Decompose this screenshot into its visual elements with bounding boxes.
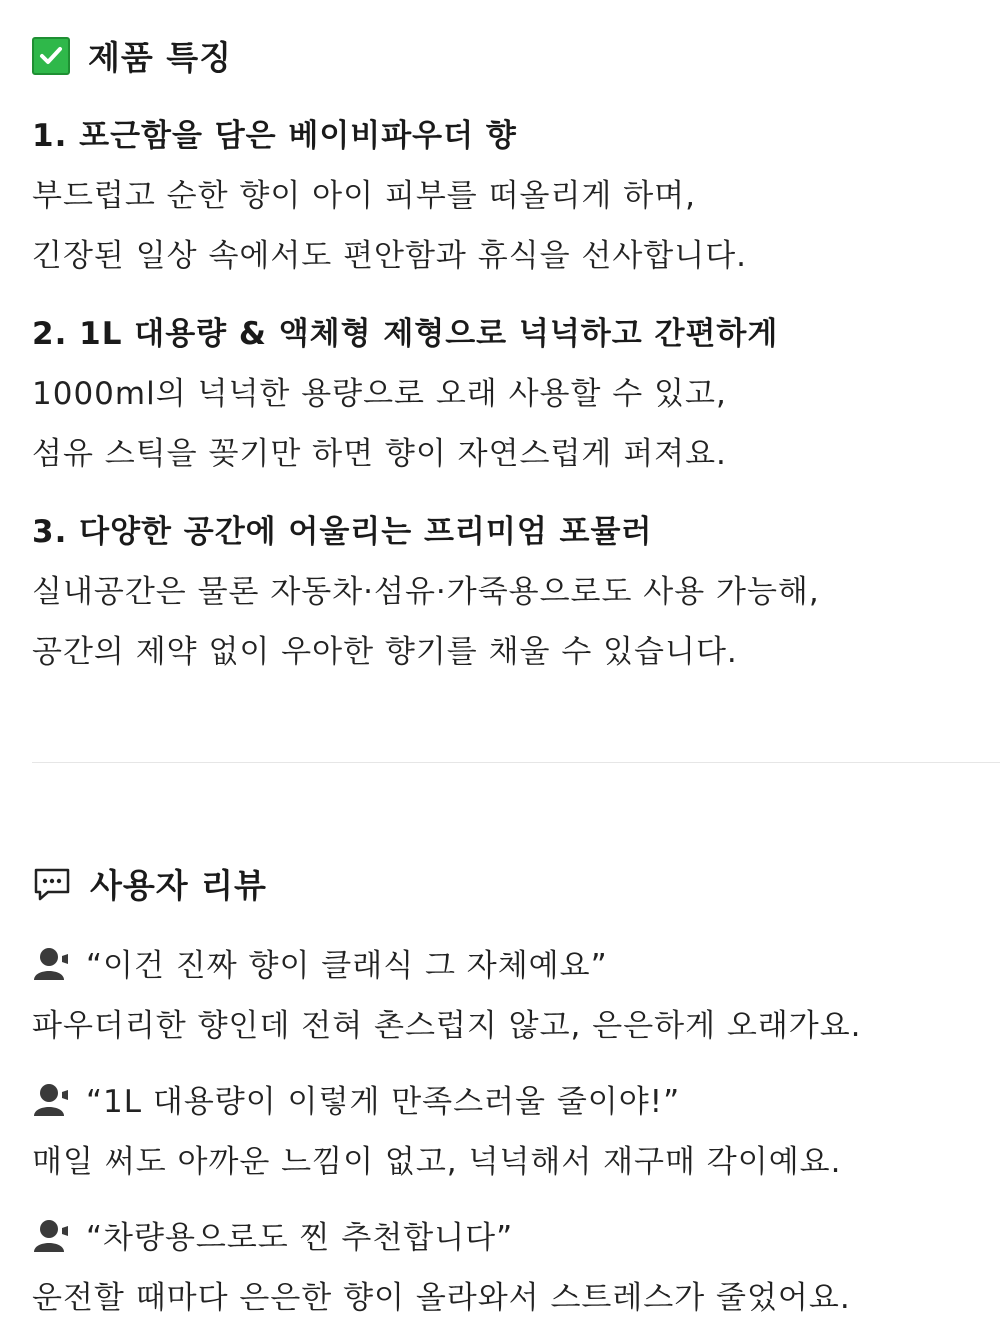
reviews-title-text: 사용자 리뷰 — [90, 866, 267, 905]
review-body-1: 파우더리한 향인데 전혀 촌스럽지 않고, 은은하게 오래가요. — [32, 1008, 862, 1044]
review-quote-2 — [32, 1076, 680, 1121]
features-title-text: 제품 특징 — [88, 38, 233, 77]
review-quote-text-3: “차량용으로도 찐 추천합니다” — [86, 1220, 514, 1256]
feature-heading-1: 1. 포근함을 담은 베이비파우더 향 — [32, 118, 517, 154]
feature-2-line-1: 1000ml의 넉넉한 용량으로 오래 사용할 수 있고, — [32, 376, 727, 412]
feature-1-line-2: 긴장된 일상 속에서도 편안함과 휴식을 선사합니다. — [32, 238, 747, 274]
section-divider — [32, 762, 1000, 763]
reviews-section-title — [32, 860, 267, 907]
feature-heading-2: 2. 1L 대용량 & 액체형 제형으로 넉넉하고 간편하게 — [32, 316, 779, 352]
review-body-3: 운전할 때마다 은은한 향이 올라와서 스트레스가 줄었어요. — [32, 1280, 851, 1316]
feature-1-line-1: 부드럽고 순한 향이 아이 피부를 떠올리게 하며, — [32, 178, 696, 214]
person-icon — [32, 1080, 70, 1118]
review-quote-text-1: “이건 진짜 향이 클래식 그 자체예요” — [86, 948, 608, 984]
review-quote-3 — [32, 1212, 513, 1257]
features-section-title — [32, 32, 232, 79]
check-mark-icon — [32, 37, 70, 75]
review-quote-text-2: “1L 대용량이 이렇게 만족스러울 줄이야!” — [86, 1084, 681, 1120]
review-body-2: 매일 써도 아까운 느낌이 없고, 넉넉해서 재구매 각이예요. — [32, 1144, 842, 1180]
person-icon — [32, 1216, 70, 1254]
feature-3-line-1: 실내공간은 물론 자동차·섬유·가죽용으로도 사용 가능해, — [32, 574, 820, 610]
review-quote-1 — [32, 940, 608, 985]
speech-bubble-icon — [32, 866, 72, 902]
feature-2-line-2: 섬유 스틱을 꽂기만 하면 향이 자연스럽게 퍼져요. — [32, 436, 727, 472]
person-icon — [32, 944, 70, 982]
feature-3-line-2: 공간의 제약 없이 우아한 향기를 채울 수 있습니다. — [32, 634, 738, 670]
feature-heading-3: 3. 다양한 공간에 어울리는 프리미엄 포뮬러 — [32, 514, 653, 550]
